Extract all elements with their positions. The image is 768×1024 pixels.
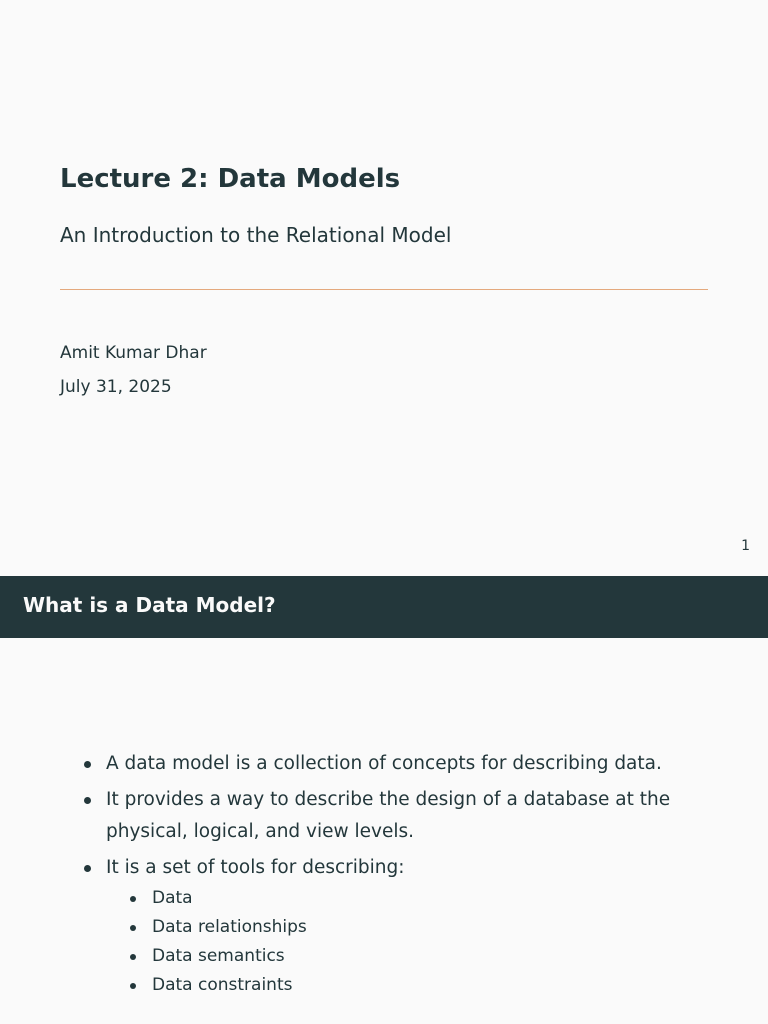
bullet-text: A data model is a collection of concepts for describing data.	[106, 753, 662, 774]
page-number: 1	[741, 538, 750, 554]
bullet-text: It provides a way to describe the design of a database at the physical, logical, and view levels.	[106, 789, 671, 842]
bullet-item	[84, 852, 724, 1000]
frame-title: What is a Data Model?	[23, 593, 276, 617]
author-name: Amit Kumar Dhar	[60, 343, 207, 363]
title-divider	[60, 289, 708, 290]
sub-bullet-list	[106, 884, 724, 1000]
bullet-item	[84, 784, 724, 848]
slide-subtitle: An Introduction to the Relational Model	[60, 223, 452, 247]
sub-bullet-item: Data relationships	[130, 913, 724, 942]
sub-bullet-item: Data constraints	[130, 971, 724, 1000]
bullet-item	[84, 748, 724, 780]
frame-title-bar	[0, 576, 768, 638]
presentation-date: July 31, 2025	[60, 377, 172, 397]
bullet-text: It is a set of tools for describing:	[106, 857, 405, 878]
slide-title: Lecture 2: Data Models	[60, 164, 401, 194]
sub-bullet-item: Data	[130, 884, 724, 913]
content-slide	[0, 576, 768, 1024]
sub-bullet-item: Data semantics	[130, 942, 724, 971]
bullet-list	[84, 748, 724, 1004]
